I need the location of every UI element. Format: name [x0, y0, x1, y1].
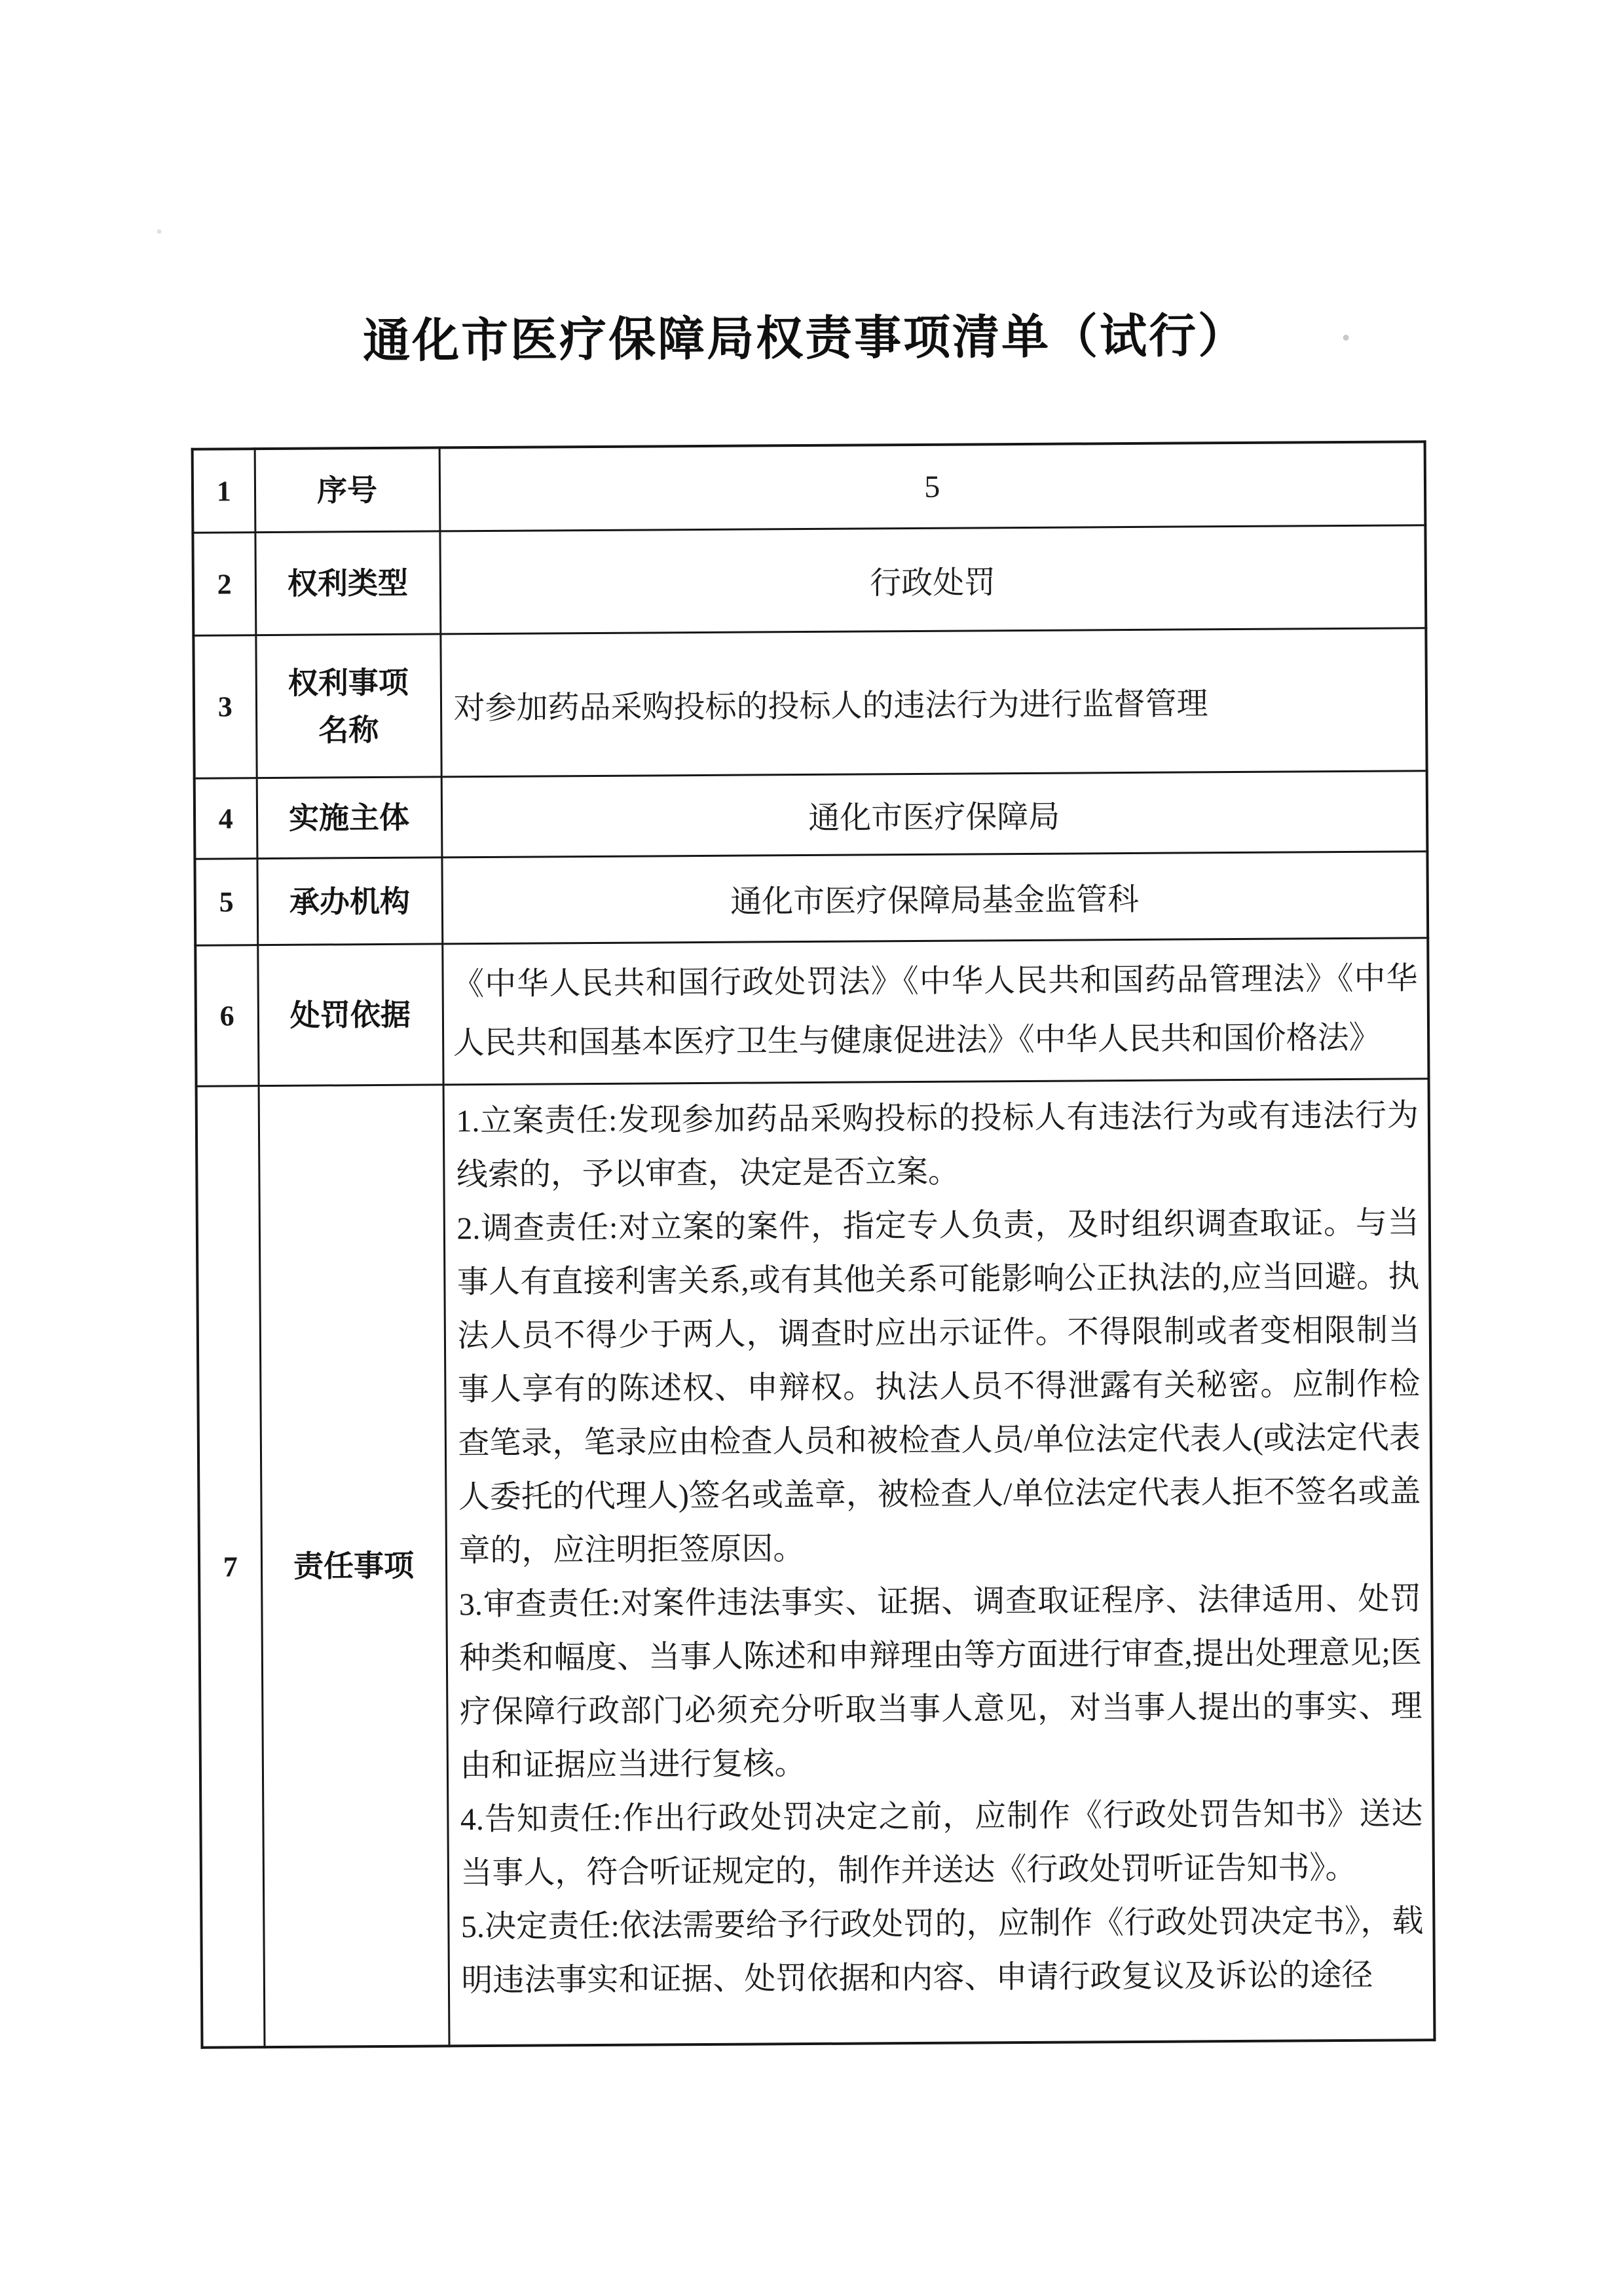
row-content: 5	[439, 442, 1426, 531]
row-content: 对参加药品采购投标的投标人的违法行为进行监督管理	[440, 628, 1426, 777]
table-row	[195, 938, 1428, 1086]
duty-paragraph-2: 2.调查责任:对立案的案件，指定专人负责，及时组织调查取证。与当事人有直接利害关系,或有其他关系可能影响公正执法的,应当回避。执法人员不得少于两人，调查时应出示证件。不得限制或者变相限制当事人享有的陈述权、申辩权。执法人员不得泄露有关秘密。应制作检查笔录，笔录应由检查人员和被检查人员/单位法定代表人(或法定代表人委托的代理人)签名或盖章，被检查人/单位法定代表人拒不签名或盖章的，应注明拒签原因。	[456, 1205, 1421, 1569]
row-content: 通化市医疗保障局基金监管科	[441, 852, 1428, 944]
row-content	[443, 1079, 1435, 2046]
row-content	[442, 938, 1428, 1085]
row-label: 承办机构	[257, 857, 442, 945]
scan-speckle	[1343, 335, 1349, 341]
page-title: 通化市医疗保障局权责事项清单（试行）	[362, 309, 1248, 368]
row-label: 责任事项	[259, 1085, 449, 2047]
duty-paragraph-4: 4.告知责任:作出行政处罚决定之前，应制作《行政处罚告知书》送达当事人，符合听证规定的，制作并送达《行政处罚听证告知书》。	[460, 1796, 1423, 1891]
row-number: 6	[195, 945, 258, 1087]
row-number: 5	[195, 859, 257, 946]
row-label: 权利类型	[255, 531, 440, 635]
table-row	[193, 525, 1426, 635]
duty-paragraph-3: 3.审查责任:对案件违法事实、证据、调查取证程序、法律适用、处罚种类和幅度、当事人陈述和申辩理由等方面进行审查,提出处理意见;医疗保障行政部门必须充分听取当事人意见，对当事人提出的事实、理由和证据应当进行复核。	[458, 1581, 1422, 1784]
row-number: 3	[193, 635, 256, 779]
table-row	[193, 628, 1426, 778]
row-label: 序号	[255, 447, 440, 532]
table-row	[193, 442, 1426, 533]
duty-paragraph-1: 1.立案责任:发现参加药品采购投标的投标人有违法行为或有违法行为线索的，予以审查，决定是否立案。	[456, 1098, 1419, 1193]
table-row	[196, 1079, 1435, 2048]
penalty-basis-text: 《中华人民共和国行政处罚法》《中华人民共和国药品管理法》《中华人民共和国基本医疗卫生与健康促进法》《中华人民共和国价格法》	[452, 961, 1418, 1061]
scan-speckle	[157, 229, 162, 234]
table-row	[195, 852, 1428, 945]
duty-paragraph-5: 5.决定责任:依法需要给予行政处罚的，应制作《行政处罚决定书》，载明违法事实和证据、处罚依据和内容、申请行政复议及诉讼的途径	[460, 1904, 1424, 1999]
row-content: 通化市医疗保障局	[441, 771, 1428, 857]
table-row	[195, 771, 1428, 859]
row-number: 1	[193, 449, 255, 533]
responsibility-list-table	[191, 440, 1436, 2048]
row-label: 实施主体	[257, 777, 442, 859]
row-number: 2	[193, 533, 255, 636]
row-label: 处罚依据	[257, 944, 443, 1086]
row-content: 行政处罚	[439, 525, 1426, 634]
row-number: 7	[196, 1086, 265, 2048]
row-number: 4	[195, 778, 257, 859]
row-label: 权利事项名称	[255, 634, 441, 778]
